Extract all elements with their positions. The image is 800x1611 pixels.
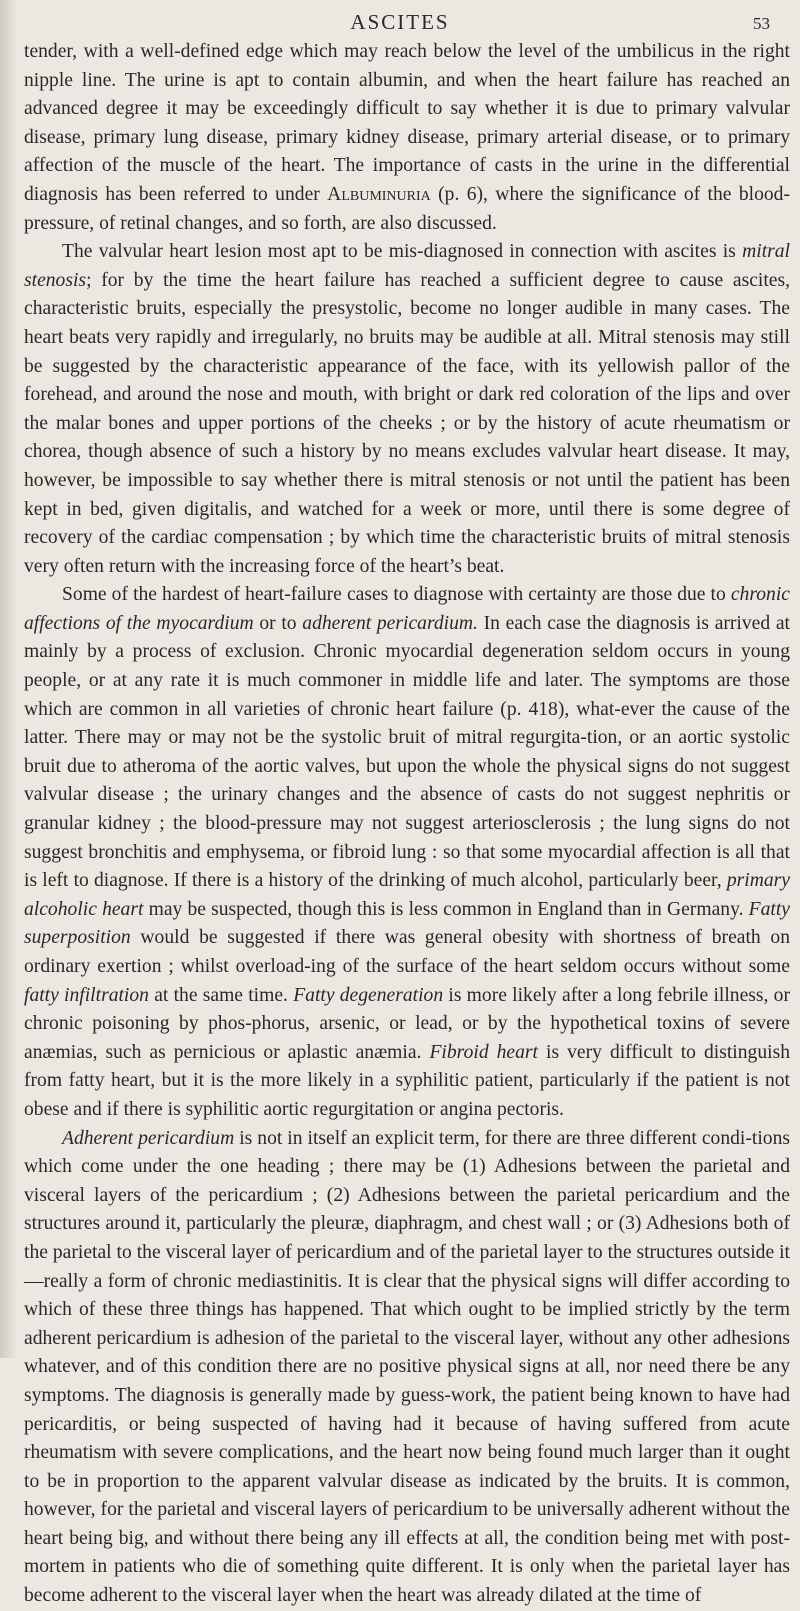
page-number: 53 — [753, 14, 770, 33]
text-run: The valvular heart lesion most apt to be mis-diagnosed in connection with ascites is — [62, 241, 743, 263]
paragraph — [24, 238, 790, 581]
text-run: or to — [253, 612, 303, 634]
running-title: ASCITES — [350, 10, 450, 34]
text-run: Some of the hardest of heart-failure cases to diagnose with certainty are those due to — [62, 584, 731, 606]
text-run: would be suggested if there was general obesity with shortness of breath on ordinary exertion ; whilst overload-ing of the surface of the heart seldom occurs without some — [24, 927, 790, 977]
page-header — [0, 8, 800, 38]
text-run: is very difficult to distinguish from fatty heart, but it is the more likely in a syphilitic patient, particularly if the patient is not obese and if there is syphilitic aortic regurgitation or angina pectoris. — [24, 1041, 790, 1120]
text-run: (p. 6), where the significance of the blood-pressure, of retinal changes, and so forth, are also discussed. — [24, 183, 791, 234]
italic-text: primary alcoholic heart — [24, 870, 790, 920]
italic-text: chronic affections of the myocardium — [24, 584, 790, 634]
italic-text: fatty infiltration — [24, 984, 149, 1006]
italic-text: adherent pericardium. — [302, 612, 478, 634]
text-run: at the same time. — [148, 984, 294, 1006]
page-edge-shadow — [0, 0, 18, 1358]
text-run: tender, with a well-defined edge which may reach below the level of the umbilicus in the right nipple line. The urine is apt to contain albumin, and when the heart failure has reached an advanced degree it may be exceedingly difficult to say whether it is due to primary valvular disease, primary lung disease, primary kidney disease, primary arterial disease, or to primary affection of the muscle of the heart. The importance of casts in the urine in the differential diagnosis has been referred to under — [24, 41, 790, 205]
paragraph — [24, 581, 790, 1124]
body-text — [24, 38, 790, 1611]
text-run: In each case the diagnosis is arrived at mainly by a process of exclusion. Chronic myocardial degeneration seldom occurs in young people, or at any rate it is much commoner in middle life and later. The symptoms are those which are common in all varieties of chronic heart failure (p. 418), what-ever the cause of the latter. There may or may not be the systolic bruit of mitral regurgita-tion, or an aortic systolic bruit due to atheroma of the aortic valves, but upon the whole the physical signs do not suggest valvular disease ; the urinary changes and the absence of casts do not suggest nephritis or granular kidney ; the blood-pressure may not suggest arteriosclerosis ; the lung signs do not suggest bronchitis and emphysema, or fibroid lung : so that some myocardial affection is all that is left to diagnose. If there is a history of the drinking of much alcohol, particularly beer, — [24, 612, 790, 892]
text-run: ; for by the time the heart failure has reached a sufficient degree to cause ascites, characteristic bruits, especially the presystolic, become no longer audible in many cases. The heart beats very rapidly and irregularly, no bruits may be audible at all. Mitral stenosis may still be suggested by the characteristic appearance of the face, with its yellowish pallor of the forehead, and around the nose and mouth, with bright or dark red coloration of the lips and over the malar bones and upper portions of the cheeks ; or by the history of acute rheumatism or chorea, though absence of such a history by no means excludes valvular heart disease. It may, however, be impossible to say whether there is mitral stenosis or not until the patient has been kept in bed, given digitalis, and watched for a week or more, until there is some degree of recovery of the cardiac compensation ; by which time the characteristic bruits of mitral stenosis very often return with the increasing force of the heart’s beat. — [24, 269, 790, 577]
text-run: is more likely after a long febrile illness, or chronic poisoning by phos-phorus, arsenic, or lead, or by the hypothetical toxins of severe anæmias, such as pernicious or aplastic anæmia. — [24, 984, 790, 1063]
paragraph — [24, 1125, 790, 1611]
text-run: may be suspected, though this is less common in England than in Germany. — [143, 898, 749, 920]
italic-text: Adherent pericardium — [62, 1127, 235, 1149]
italic-text: Fibroid heart — [429, 1041, 538, 1063]
text-run: is not in itself an explicit term, for there are three different condi-tions which come under the one heading ; there may be (1) Adhesions between the parietal and visceral layers of the pericardium ; (2) Adhesions between the parietal pericardium and the structures around it, particularly the pleuræ, diaphragm, and chest wall ; or (3) Adhesions both of the parietal to the visceral layer of pericardium and of the parietal layer to the structures outside it—really a form of chronic mediastinitis. It is clear that the physical signs will differ according to which of these three things has happened. That which ought to be implied strictly by the term adherent pericardium is adhesion of the parietal to the visceral layer, without any other adhesions whatever, and of this condition there are no positive physical signs at all, nor need there be any symptoms. The diagnosis is generally made by guess-work, the patient being known to have had pericarditis, or being suspected of having had it because of having suffered from acute rheumatism with severe complications, and the heart now being found much larger than it ought to be in proportion to the apparent valvular disease as indicated by the bruits. It is common, however, for the parietal and visceral layers of pericardium to be universally adherent without the heart being big, and without there being any ill effects at all, the condition being met with post-mortem in patients who die of something quite different. It is only when the parietal layer has become adherent to the visceral layer when the heart was already dilated at the time of — [24, 1127, 790, 1607]
paragraph — [24, 38, 790, 238]
italic-text: Fatty degeneration — [293, 984, 444, 1006]
italic-text: Fatty superposition — [24, 898, 790, 949]
italic-text: mitral stenosis — [24, 241, 790, 291]
small-caps-text: Albuminuria — [327, 183, 431, 205]
